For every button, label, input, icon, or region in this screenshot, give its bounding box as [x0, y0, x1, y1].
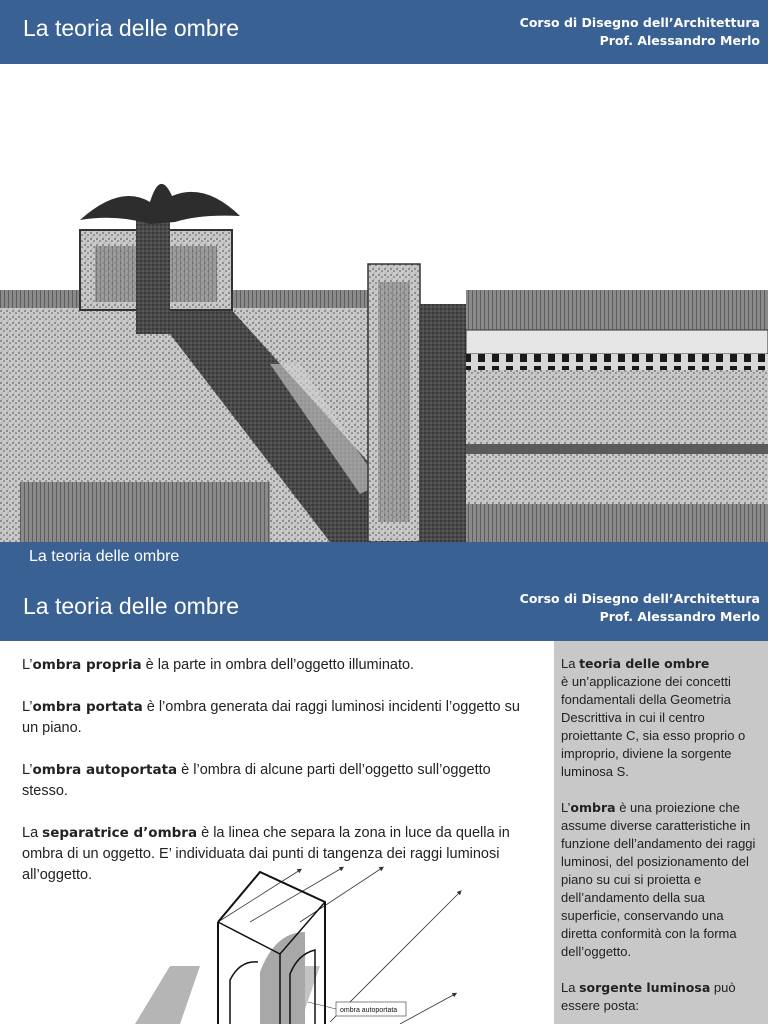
professor-name: Prof. Alessandro Merlo: [599, 33, 760, 48]
professor-name-2: Prof. Alessandro Merlo: [599, 609, 760, 624]
sidebar: [554, 641, 768, 1024]
sidebar-teoria: La teoria delle ombre è un’applicazione dei concetti fondamentali della Geometria Descrittiva in cui il centro proiettante C, sia esso proprio o improprio, diviene la sorgente luminosa S.: [561, 656, 746, 779]
course-info-2: [520, 590, 760, 626]
course-info: [520, 14, 760, 50]
architecture-shadow-illustration: [0, 64, 768, 542]
term: ombra: [570, 800, 616, 815]
section-title: La teoria delle ombre: [23, 593, 240, 619]
sidebar-sorgente: La sorgente luminosa può essere posta:: [561, 980, 736, 1013]
page-title: La teoria delle ombre: [23, 15, 240, 41]
term: separatrice d’ombra: [42, 825, 198, 841]
photo-caption: La teoria delle ombre: [29, 548, 180, 565]
shadow-diagram: [130, 862, 480, 1024]
term: teoria delle ombre: [579, 656, 710, 671]
course-name-2: Corso di Disegno dell’Architettura: [519, 591, 760, 606]
diagram-label: ombra autoportata: [340, 1007, 398, 1014]
section-header: [0, 577, 768, 641]
course-name: Corso di Disegno dell’Architettura: [519, 15, 760, 30]
term: sorgente luminosa: [579, 980, 711, 995]
definition-ombra-portata: L’ombra portata è l’ombra generata dai raggi luminosi incidenti l’oggetto su un piano.: [22, 699, 520, 736]
sidebar-ombra: L’ombra è una proiezione che assume diverse caratteristiche in funzione dell’andamento dei raggi luminosi, del posizionamento del piano su cui si proietta e dell’andamento della sua superficie, conservando una diretta conformità con la forma dell’oggetto.: [561, 800, 756, 959]
definition-separatrice: La separatrice d’ombra è la linea che separa la zona in luce da quella in ombra di un oggetto. E’ individuata dai punti di tangenza dei raggi luminosi all’oggetto.: [22, 825, 510, 883]
architecture-photo: [0, 64, 768, 542]
term: ombra portata: [32, 699, 143, 715]
sidebar-text: [561, 655, 763, 1033]
photo-caption-bar: [0, 542, 768, 577]
definition-ombra-autoportata: L’ombra autoportata è l’ombra di alcune parti dell’oggetto sull’oggetto stesso.: [22, 762, 491, 799]
top-header: [0, 0, 768, 64]
term: ombra propria: [32, 657, 142, 673]
term: ombra autoportata: [32, 762, 178, 778]
definition-ombra-propria: L’ombra propria è la parte in ombra dell’oggetto illuminato.: [22, 657, 415, 673]
shadow-diagram-drawing: [130, 862, 480, 1024]
